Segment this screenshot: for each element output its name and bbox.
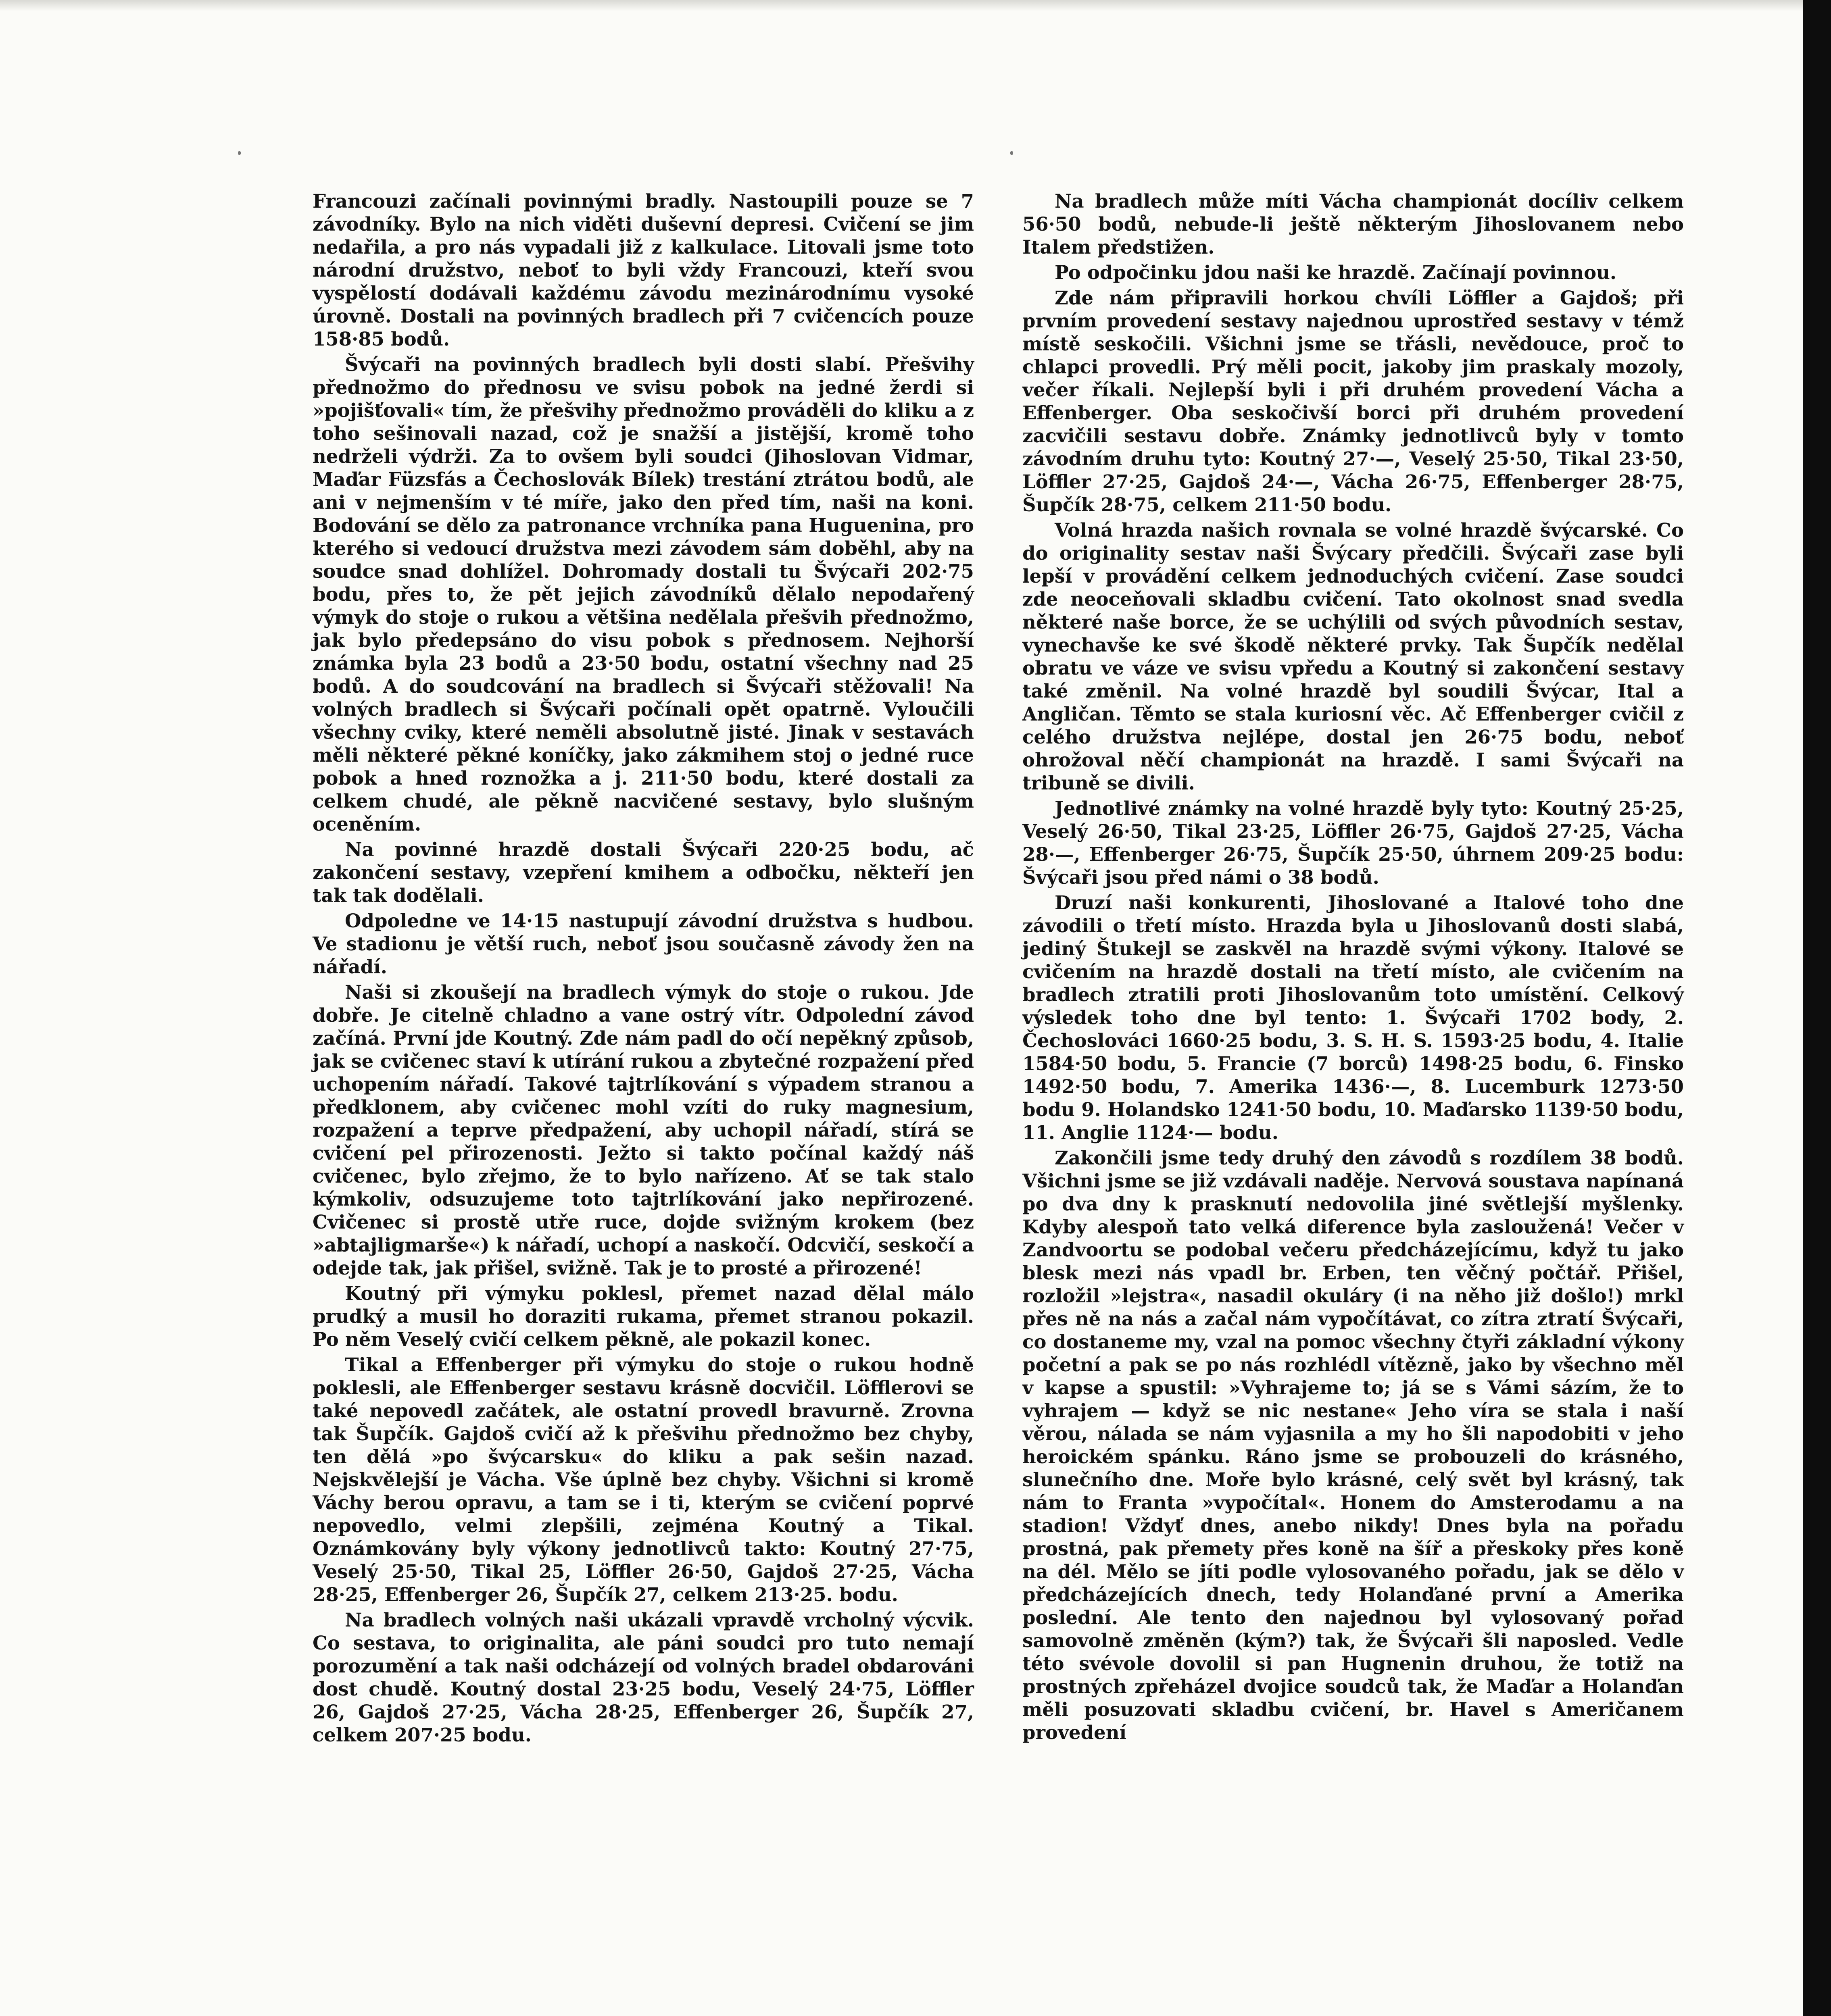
scan-right-edge (1803, 0, 1831, 2016)
scan-speck (1010, 151, 1013, 155)
right-column (1022, 190, 1684, 1746)
paragraph: Na povinné hrazdě dostali Švýcaři 220·25 bodu, ač zakončení sestavy, vzepření kmihem a odbočku, někteří jen tak tak dodělali. (313, 838, 974, 906)
paragraph: Švýcaři na povinných bradlech byli dosti slabí. Přešvihy přednožmo do přednosu ve svisu pobok na jedné žerdi si »pojišťovali« tím, že přešvihy přednožmo prováděli do kliku a z toho sešinovali nazad, což je snažší a jistější, kromě toho nedrželi výdrži. Za to ovšem byli soudci (Jihoslovan Vidmar, Maďar Füzsfás a Čechoslovák Bílek) trestání ztrátou bodů, ale ani v nejmenším v té míře, jako den před tím, naši na koni. Bodování se dělo za patronance vrchníka pana Huguenina, pro kterého si vedoucí družstva mezi závodem sám doběhl, aby na soudce snad dohlížel. Dohromady dostali tu Švýcaři 202·75 bodu, přes to, že pět jejich závodníků dělalo nepodařený výmyk do stoje o rukou a většina nedělala přešvih přednožmo, jak bylo předepsáno do visu pobok s přednosem. Nejhorší známka byla 23 bodů a 23·50 bodu, ostatní všechny nad 25 bodů. A do soudcování na bradlech si Švýcaři stěžovali! Na volných bradlech si Švýcaři počínali opět opatrně. Vyloučili všechny cviky, které neměli absolutně jisté. Jinak v sestavách měli některé pěkné koníčky, jako zákmihem stoj o jedné ruce pobok a hned roznožka a j. 211·50 bodu, které dostali za celkem chudé, ale pěkně nacvičené sestavy, bylo slušným oceněním. (313, 353, 974, 835)
paragraph: Koutný při výmyku poklesl, přemet nazad dělal málo prudký a musil ho doraziti rukama, přemet stranou pokazil. Po něm Veselý cvičí celkem pěkně, ale pokazil konec. (313, 1282, 974, 1350)
paragraph: Druzí naši konkurenti, Jihoslované a Italové toho dne závodili o třetí místo. Hrazda byla u Jihoslovanů dosti slabá, jediný Štukejl se zaskvěl na hrazdě svými výkony. Italové se cvičením na hrazdě dostali na třetí místo, ale cvičením na bradlech ztratili proti Jihoslovanům toto umístění. Celkový výsledek toho dne byl tento: 1. Švýcaři 1702 body, 2. Čechoslováci 1660·25 bodu, 3. S. H. S. 1593·25 bodu, 4. Italie 1584·50 bodu, 5. Francie (7 borců) 1498·25 bodu, 6. Finsko 1492·50 bodu, 7. Amerika 1436·—, 8. Lucemburk 1273·50 bodu 9. Holandsko 1241·50 bodu, 10. Maďarsko 1139·50 bodu, 11. Anglie 1124·— bodu. (1022, 891, 1684, 1143)
paragraph: Tikal a Effenberger při výmyku do stoje o rukou hodně poklesli, ale Effenberger sestavu krásně docvičil. Löfflerovi se také nepovedl začátek, ale ostatní provedl bravurně. Zrovna tak Šupčík. Gajdoš cvičí až k přešvihu přednožmo bez chyby, ten dělá »po švýcarsku« do kliku a pak sešin nazad. Nejskvělejší je Vácha. Vše úplně bez chyby. Všichni si kromě Váchy berou opravu, a tam se i ti, kterým se cvičení poprvé nepovedlo, velmi zlepšili, zejména Koutný a Tikal. Oznámkovány byly výkony jednotlivců takto: Koutný 27·75, Veselý 25·50, Tikal 25, Löffler 26·50, Gajdoš 27·25, Vácha 28·25, Effenberger 26, Šupčík 27, celkem 213·25. bodu. (313, 1354, 974, 1606)
paragraph: Francouzi začínali povinnými bradly. Nastoupili pouze se 7 závodníky. Bylo na nich viděti duševní depresi. Cvičení se jim nedařila, a pro nás vypadali již z kalkulace. Litovali jsme toto národní družstvo, neboť to byli vždy Francouzi, kteří svou vyspělostí dodávali každému závodu mezinárodnímu vysoké úrovně. Dostali na povinných bradlech při 7 cvičencích pouze 158·85 bodů. (313, 190, 974, 350)
paragraph: Po odpočinku jdou naši ke hrazdě. Začínají povinnou. (1055, 261, 1617, 283)
paragraph: Na bradlech může míti Vácha championát docíliv celkem 56·50 bodů, nebude-li ještě některým Jihoslovanem nebo Italem předstižen. (1022, 190, 1684, 258)
paragraph: Zde nám připravili horkou chvíli Löffler a Gajdoš; při prvním provedení sestavy najednou uprostřed sestavy v témž místě seskočili. Všichni jsme se třásli, nevědouce, proč to chlapci provedli. Prý měli pocit, jakoby jim praskaly mozoly, večer říkali. Nejlepší byli i při druhém provedení Vácha a Effenberger. Oba seskočivší borci při druhém provedení zacvičili sestavu dobře. Známky jednotlivců byly v tomto závodním druhu tyto: Koutný 27·—, Veselý 25·50, Tikal 23·50, Löffler 27·25, Gajdoš 24·—, Vácha 26·75, Effenberger 28·75, Šupčík 28·75, celkem 211·50 bodu. (1022, 287, 1684, 516)
paragraph: Jednotlivé známky na volné hrazdě byly tyto: Koutný 25·25, Veselý 26·50, Tikal 23·25, Löffler 26·75, Gajdoš 27·25, Vácha 28·—, Effenberger 26·75, Šupčík 25·50, úhrnem 209·25 bodu: Švýcaři jsou před námi o 38 bodů. (1022, 797, 1684, 888)
left-column (313, 190, 974, 1749)
scan-top-shadow (0, 0, 1831, 11)
paragraph: Odpoledne ve 14·15 nastupují závodní družstva s hudbou. Ve stadionu je větší ruch, neboť jsou současně závody žen na nářadí. (313, 910, 974, 978)
paragraph: Na bradlech volných naši ukázali vpravdě vrcholný výcvik. Co sestava, to originalita, ale páni soudci pro tuto nemají porozumění a tak naši odcházejí od volných bradel obdarováni dost chudě. Koutný dostal 23·25 bodu, Veselý 24·75, Löffler 26, Gajdoš 27·25, Vácha 28·25, Effenberger 26, Šupčík 27, celkem 207·25 bodu. (313, 1609, 974, 1746)
paragraph: Volná hrazda našich rovnala se volné hrazdě švýcarské. Co do originality sestav naši Švýcary předčili. Švýcaři zase byli lepší v provádění celkem jednoduchých cvičení. Zase soudci zde neoceňovali skladbu cvičení. Tato okolnost snad svedla některé naše borce, že se uchýlili od svých původních sestav, vynechavše ke své škodě některé prvky. Tak Šupčík nedělal obratu ve váze ve svisu vpředu a Koutný si zakončení sestavy také změnil. Na volné hrazdě byl soudili Švýcar, Ital a Angličan. Těmto se stala kuriosní věc. Ač Effenberger cvičil z celého družstva nejlépe, dostal jen 26·75 bodu, neboť ohrožoval něčí championát na hrazdě. I sami Švýcaři na tribuně se divili. (1022, 519, 1684, 794)
paragraph: Zakončili jsme tedy druhý den závodů s rozdílem 38 bodů. Všichni jsme se již vzdávali naděje. Nervová soustava napínaná po dva dny k prasknutí nedovolila jiné světlejší myšlenky. Kdyby alespoň tato velká diference byla zasloužená! Večer v Zandvoortu se podobal večeru předcházejícímu, když tu jako blesk mezi nás vpadl br. Erben, ten věčný počtář. Přišel, rozložil »lejstra«, nasadil okuláry (i na něho již došlo!) mrkl přes ně na nás a začal nám vypočítávat, co zítra ztratí Švýcaři, co dostaneme my, vzal na pomoc všechny čtyři základní výkony početní a pak se po nás rozhlédl vítězně, jako by všechno měl v kapse a spustil: »Vyhrajeme to; já se s Vámi sázím, že to vyhrajem — když se nic nestane« Jeho víra se stala i naší věrou, nálada se nám vyjasnila a my ho šli napodobiti v jeho heroickém spánku. Ráno jsme se probouzeli do krásného, slunečního dne. Moře bylo krásné, celý svět byl krásný, tak nám to Franta »vypočítal«. Honem do Amsterodamu a na stadion! Vždyť dnes, anebo nikdy! Dnes byla na pořadu prostná, pak přemety přes koně na šíř a přeskoky přes koně na dél. Mělo se jíti podle vylosovaného pořadu, jak se dělo v předcházejících dnech, tedy Holanďané první a Amerika poslední. Ale tento den najednou byl vylosovaný pořad samovolně změněn (kým?) tak, že Švýcaři šli naposled. Vedle této svévole dovolil si pan Hugnenin druhou, že totiž na prostných zpřeházel dvojice soudců tak, že Maďar a Holanďan měli posuzovati skladbu cvičení, br. Havel s Američanem provedení (1022, 1147, 1684, 1743)
scan-speck (238, 151, 241, 155)
paragraph: Naši si zkoušejí na bradlech výmyk do stoje o rukou. Jde dobře. Je citelně chladno a vane ostrý vítr. Odpolední závod začíná. První jde Koutný. Zde nám padl do očí nepěkný způsob, jak se cvičenec staví k utírání rukou a zbytečné rozpažení před uchopením nářadí. Takové tajtrlíkování s výpadem stranou a předklonem, aby cvičenec mohl vzíti do ruky magnesium, rozpažení a teprve předpažení, aby uchopil nářadí, stírá se cvičení pel přirozenosti. Ježto si takto počínal každý náš cvičenec, bylo zřejmo, že to bylo nařízeno. Ať se tak stalo kýmkoliv, odsuzujeme toto tajtrlíkování jako nepřirozené. Cvičenec si prostě utře ruce, dojde svižným krokem (bez »abtajligmarše«) k nářadí, uchopí a naskočí. Odcvičí, seskočí a odejde tak, jak přišel, svižně. Tak je to prosté a přirozené! (313, 981, 974, 1279)
